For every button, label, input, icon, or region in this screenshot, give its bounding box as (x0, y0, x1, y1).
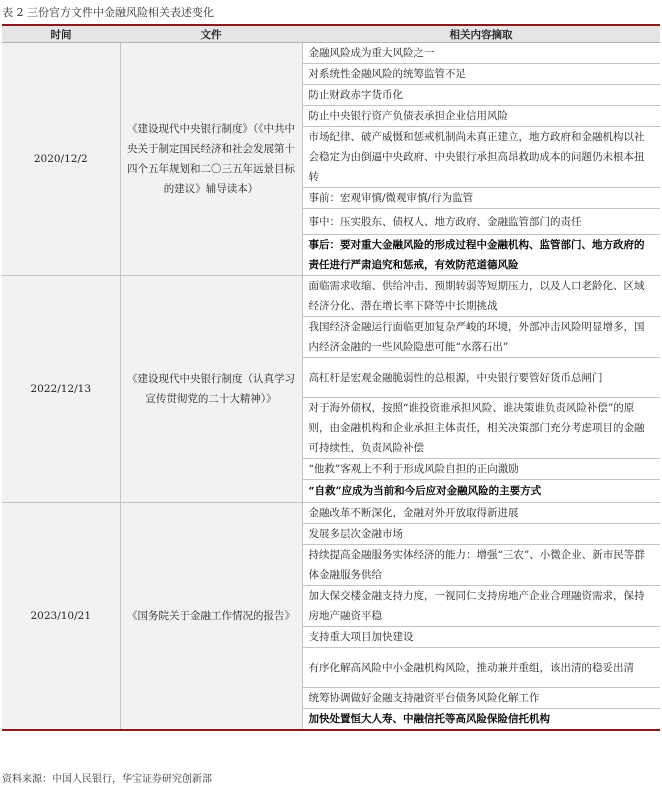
content-cell: 防止财政赤字货币化 (302, 85, 660, 106)
date-cell: 2020/12/2 (2, 43, 120, 276)
content-cell: 加大保交楼金融支持力度，一视同仁支持房地产企业合理融资需求，保持房地产融资平稳 (302, 586, 660, 627)
content-cell: 事中：压实股东、债权人、地方政府、金融监管部门的责任 (302, 209, 660, 235)
content-cell: 加快处置恒大人寿、中融信托等高风险保险信托机构 (302, 709, 660, 731)
content-cell: 有序化解高风险中小金融机构风险，推动兼并重组，该出清的稳妥出清 (302, 648, 660, 688)
table-caption: 表 2 三份官方文件中金融风险相关表述变化 (2, 6, 214, 19)
content-cell: 对系统性金融风险的统筹监管不足 (302, 64, 660, 85)
header-document: 文件 (120, 25, 302, 43)
content-cell: 金融改革不断深化，金融对外开放取得新进展 (302, 503, 660, 524)
content-cell: 事前：宏观审慎/微观审慎/行为监管 (302, 188, 660, 209)
content-cell: 统筹协调做好金融支持融资平台债务风险化解工作 (302, 688, 660, 709)
content-cell: 发展多层次金融市场 (302, 524, 660, 545)
table-row (2, 43, 660, 64)
content-cell: 高杠杆是宏观金融脆弱性的总根源，中央银行要管好货币总闸门 (302, 358, 660, 398)
policy-comparison-table (2, 24, 660, 731)
document-cell: 《建设现代中央银行制度》（《中共中央关于制定国民经济和社会发展第十四个五年规划和二〇三五年远景目标的建议》辅导读本） (120, 43, 302, 276)
document-cell: 《国务院关于金融工作情况的报告》 (120, 503, 302, 731)
content-cell: “他救”客观上不利于形成风险自担的正向激励 (302, 459, 660, 480)
content-cell: 事后：要对重大金融风险的形成过程中金融机构、监管部门、地方政府的责任进行严肃追究和惩戒，有效防范道德风险 (302, 235, 660, 276)
date-cell: 2023/10/21 (2, 503, 120, 731)
content-cell: 面临需求收缩、供给冲击、预期转弱等短期压力，以及人口老龄化、区域经济分化、潜在增长率下降等中长期挑战 (302, 276, 660, 317)
content-cell: 持续提高金融服务实体经济的能力：增强“三农”、小微企业、新市民等群体金融服务供给 (302, 545, 660, 586)
content-cell: 我国经济金融运行面临更加复杂严峻的环境，外部冲击风险明显增多，国内经济金融的一些风险隐患可能“水落石出” (302, 317, 660, 358)
content-cell: 支持重大项目加快建设 (302, 627, 660, 648)
table-header-row (2, 25, 660, 43)
table-row (2, 503, 660, 524)
content-cell: 金融风险成为重大风险之一 (302, 43, 660, 64)
table-body (2, 43, 660, 731)
source-note: 资料来源：中国人民银行，华宝证券研究创新部 (2, 774, 212, 785)
content-cell: 防止中央银行资产负债表承担企业信用风险 (302, 106, 660, 127)
content-cell: 市场纪律、破产威慑和惩戒机制尚未真正建立，地方政府和金融机构以社会稳定为由倒逼中央政府、中央银行承担高昂救助成本的问题仍未根本扭转 (302, 127, 660, 188)
table-row (2, 276, 660, 317)
document-cell: 《建设现代中央银行制度（认真学习宣传贯彻党的二十大精神）》 (120, 276, 302, 503)
header-time: 时间 (2, 25, 120, 43)
content-cell: “自救”应成为当前和今后应对金融风险的主要方式 (302, 480, 660, 503)
date-cell: 2022/12/13 (2, 276, 120, 503)
content-cell: 对于海外债权，按照“谁投资谁承担风险、谁决策谁负责风险补偿”的原则，由金融机构和企业承担主体责任，相关决策部门充分考虑项目的金融可持续性，负责风险补偿 (302, 398, 660, 459)
header-content: 相关内容摘取 (302, 25, 660, 43)
